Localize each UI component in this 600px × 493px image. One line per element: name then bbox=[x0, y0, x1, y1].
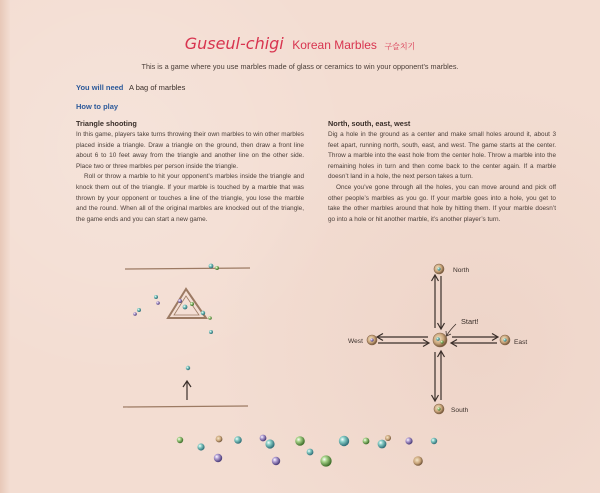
marble bbox=[260, 435, 267, 442]
marble bbox=[431, 438, 437, 444]
triangle-diagram bbox=[123, 264, 250, 407]
front-line bbox=[123, 406, 248, 407]
marble bbox=[201, 311, 205, 315]
marble bbox=[413, 456, 423, 466]
title-main: Guseul-chigi bbox=[184, 34, 284, 53]
marble bbox=[208, 316, 212, 320]
label-west: West bbox=[348, 338, 363, 345]
marble bbox=[133, 312, 137, 316]
marble bbox=[190, 302, 194, 306]
marble bbox=[137, 308, 141, 312]
triangle-paragraph-2: Roll or throw a marble to hit your opponent’s marbles inside the triangle and knock them out of the triangle. If your marble is touched by a marble that was thrown by your opponent or touches a line of the triangle, you lose the marble and the round. When all of the original marbles are knocked out of the triangle, the game ends and you can start a new game. bbox=[76, 173, 304, 223]
marble bbox=[385, 435, 391, 441]
label-north: North bbox=[453, 267, 470, 274]
marble bbox=[209, 330, 213, 334]
triangle-heading: Triangle shooting bbox=[76, 119, 137, 128]
marble bbox=[378, 440, 387, 449]
shooter-marble bbox=[186, 366, 190, 370]
marble bbox=[156, 301, 160, 305]
marble-row bbox=[177, 435, 437, 467]
marble bbox=[436, 337, 440, 341]
marble bbox=[154, 295, 158, 299]
marble bbox=[307, 449, 314, 456]
marble bbox=[197, 443, 204, 450]
how-to-play-heading: How to play bbox=[76, 102, 119, 111]
start-pointer bbox=[447, 324, 456, 335]
title-sub: Korean Marbles bbox=[292, 38, 377, 52]
title-korean: 구슬치기 bbox=[384, 42, 416, 51]
marble bbox=[320, 455, 331, 466]
marble bbox=[215, 266, 219, 270]
marble bbox=[363, 438, 370, 445]
need-value: A bag of marbles bbox=[129, 83, 186, 92]
need-label: You will need bbox=[76, 83, 124, 92]
marble bbox=[440, 340, 443, 343]
marble bbox=[183, 305, 188, 310]
label-start: Start! bbox=[461, 317, 479, 326]
nsew-heading: North, south, east, west bbox=[328, 119, 411, 128]
marble bbox=[209, 264, 214, 269]
marble bbox=[295, 436, 305, 446]
marble bbox=[503, 338, 506, 341]
center-hole bbox=[433, 333, 447, 347]
marble bbox=[216, 436, 223, 443]
triangle-outline bbox=[168, 289, 206, 318]
marble bbox=[214, 454, 222, 462]
marble bbox=[178, 299, 182, 303]
marble bbox=[370, 338, 373, 341]
marble bbox=[177, 437, 183, 443]
back-line bbox=[125, 268, 250, 269]
arrow-head bbox=[446, 331, 451, 336]
marble bbox=[265, 439, 274, 448]
nsew-paragraph-2: Once you’ve gone through all the holes, you can move around and pick off other people’s marbles as you go. If your marble goes into a hole, you get to take the other marbles around that hole by hitting them. If your marble doesn’t go into a hole or hit another marble, it’s another player’s turn. bbox=[328, 183, 556, 223]
marble bbox=[339, 436, 349, 446]
intro-text: This is a game where you use marbles made of glass or ceramics to win your opponent’s marbles. bbox=[141, 62, 459, 71]
label-south: South bbox=[451, 407, 469, 414]
label-east: East bbox=[514, 339, 528, 346]
compass-diagram bbox=[348, 264, 527, 414]
marble bbox=[234, 436, 242, 444]
triangle-paragraph-1: In this game, players take turns throwing their own marbles to win other marbles placed inside a triangle. Draw a triangle on the ground, then draw a front line about 6 to 10 feet away from the triangle and another line on the other side. Place two or three marbles per person inside the triangle. bbox=[76, 131, 304, 170]
marble bbox=[405, 437, 412, 444]
marble bbox=[437, 267, 440, 270]
marble bbox=[272, 457, 280, 465]
nsew-paragraph-1: Dig a hole in the ground as a center and make small holes around it, about 3 feet apart, running north, south, east, and west. The game starts at the center. Throw a marble into the east hole from the center hole. Throw a marble into the remaining holes in turn and then come back to the center again. If a marble doesn’t land in a hole, the next person takes a turn. bbox=[328, 131, 556, 181]
marble bbox=[437, 407, 440, 410]
